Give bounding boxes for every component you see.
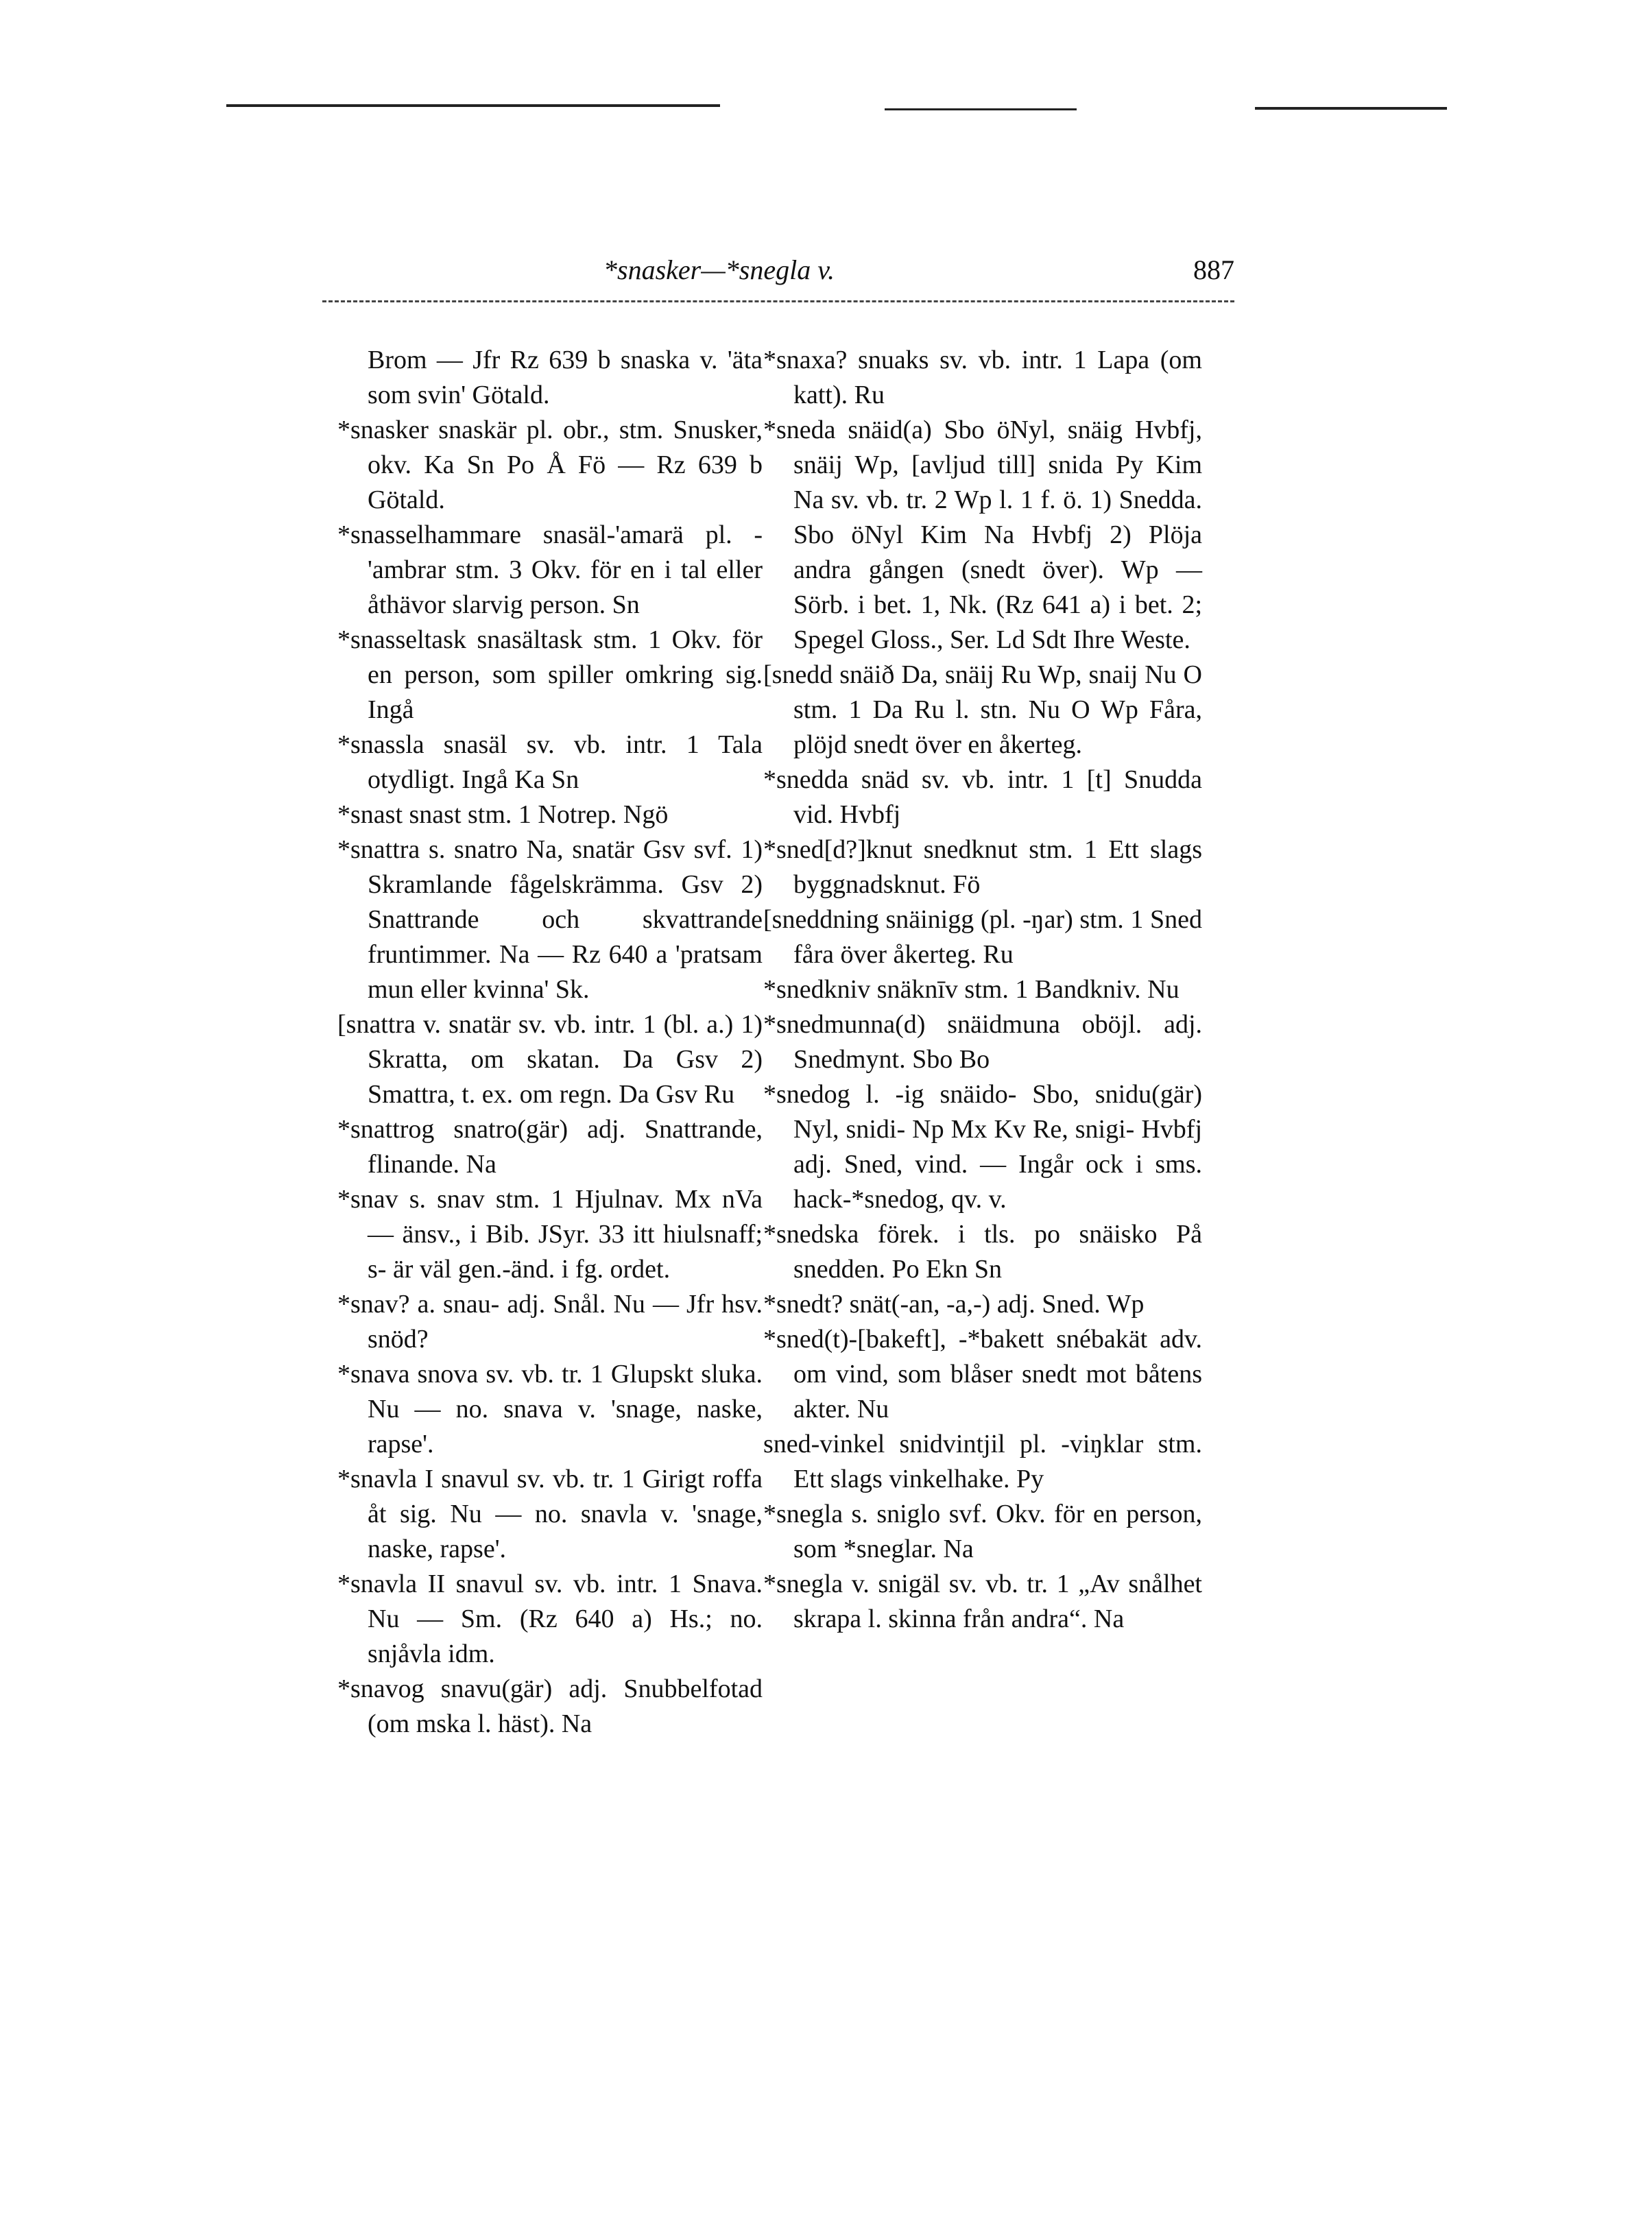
dictionary-entry: *snedmunna(d) snäidmuna oböjl. adj. Snedmynt. Sbo Bo [763,1010,1202,1074]
dictionary-entry: *snav? a. snau- adj. Snål. Nu — Jfr hsv. snöd? [337,1290,763,1354]
right-column [763,343,1202,1637]
dictionary-entry: [sneddning snäinigg (pl. -ŋar) stm. 1 Sned fåra över åkerteg. Ru [763,905,1202,969]
top-rule-left [226,104,720,107]
dictionary-entry: *snaxa? snuaks sv. vb. intr. 1 Lapa (om katt). Ru [763,346,1202,409]
dictionary-entry: [snattra v. snatär sv. vb. intr. 1 (bl. a.) 1) Skratta, om skatan. Da Gsv 2) Smattra, t. ex. om regn. Da Gsv Ru [337,1010,763,1109]
header-title: *snasker—*snegla v. [603,254,835,285]
page-number: 887 [1193,254,1234,285]
dictionary-entry: *snava snova sv. vb. tr. 1 Glupskt sluka. Nu — no. snava v. 'snage, naske, rapse'. [337,1360,763,1458]
top-rule-middle [885,108,1077,110]
dictionary-entry: Brom — Jfr Rz 639 b snaska v. 'äta som svin' Götald. [368,346,763,409]
top-rule-right [1255,107,1447,110]
dictionary-entry: *snedda snäd sv. vb. intr. 1 [t] Snudda vid. Hvbfj [763,765,1202,829]
dictionary-entry: sned-vinkel snidvintjil pl. -viŋklar stm. Ett slags vinkelhake. Py [763,1430,1202,1493]
dictionary-entry: *snedt? snät(-an, -a,-) adj. Sned. Wp [763,1290,1145,1319]
dictionary-entry: *snasker snaskär pl. obr., stm. Snusker, okv. Ka Sn Po Å Fö — Rz 639 b Götald. [337,416,763,514]
dictionary-entry: *snavla I snavul sv. vb. tr. 1 Girigt roffa åt sig. Nu — no. snavla v. 'snage, naske, rapse'. [337,1465,763,1563]
dictionary-entry: *snassla snasäl sv. vb. intr. 1 Tala otydligt. Ingå Ka Sn [337,730,763,794]
dictionary-entry: *snedkniv snäknīv stm. 1 Bandkniv. Nu [763,975,1180,1004]
left-column [337,343,763,1742]
running-header [322,254,1234,309]
dictionary-entry: *snattrog snatro(gär) adj. Snattrande, flinande. Na [337,1115,763,1179]
dictionary-entry: [snedd snäið Da, snäij Ru Wp, snaij Nu O stm. 1 Da Ru l. stn. Nu O Wp Fåra, plöjd snedt över en åkerteg. [763,660,1202,759]
dictionary-entry: *sneda snäid(a) Sbo öNyl, snäig Hvbfj, snäij Wp, [avljud till] snida Py Kim Na sv. vb. tr. 2 Wp l. 1 f. ö. 1) Snedda. Sbo öNyl Kim Na Hvbfj 2) Plöja andra gången (snedt över). Wp — Sörb. i bet. 1, Nk. (Rz 641 a) i bet. 2; Spegel Gloss., Ser. Ld Sdt Ihre Weste. [763,416,1202,654]
dictionary-entry: *snattra s. snatro Na, snatär Gsv svf. 1) Skramlande fågelskrämma. Gsv 2) Snattrande och skvattrande fruntimmer. Na — Rz 640 a 'pratsam mun eller kvinna' Sk. [337,835,763,1004]
dictionary-entry: *sned[d?]knut snedknut stm. 1 Ett slags byggnadsknut. Fö [763,835,1202,899]
dictionary-entry: *snasselhammare snasäl-'amarä pl. -'ambrar stm. 3 Okv. för en i tal eller åthävor slarvig person. Sn [337,520,763,619]
dictionary-entry: *snavla II snavul sv. vb. intr. 1 Snava. Nu — Sm. (Rz 640 a) Hs.; no. snjåvla idm. [337,1570,763,1668]
header-rule [322,300,1234,302]
dictionary-entry: *snast snast stm. 1 Notrep. Ngö [337,800,669,829]
dictionary-entry: *sned(t)-[bakeft], -*bakett snébakät adv. om vind, som blåser snedt mot båtens akter. Nu [763,1325,1202,1423]
dictionary-entry: *snedog l. -ig snäido- Sbo, snidu(gär) Nyl, snidi- Np Mx Kv Re, snigi- Hvbfj adj. Sned, vind. — Ingår ock i sms. hack-*snedog, qv. v. [763,1080,1202,1214]
dictionary-entry: *snavog snavu(gär) adj. Snubbelfotad (om mska l. häst). Na [337,1674,763,1738]
dictionary-entry: *snegla s. sniglo svf. Okv. för en person, som *sneglar. Na [763,1500,1202,1563]
dictionary-entry: *snasseltask snasältask stm. 1 Okv. för en person, som spiller omkring sig. Ingå [337,625,763,724]
dictionary-entry: *snav s. snav stm. 1 Hjulnav. Mx nVa — änsv., i Bib. JSyr. 33 itt hiulsnaff; s- är väl gen.-änd. i fg. ordet. [337,1185,763,1284]
dictionary-entry: *snedska förek. i tls. po snäisko På snedden. Po Ekn Sn [763,1220,1202,1284]
dictionary-entry: *snegla v. snigäl sv. vb. tr. 1 „Av snålhet skrapa l. skinna från andra“. Na [763,1570,1202,1633]
